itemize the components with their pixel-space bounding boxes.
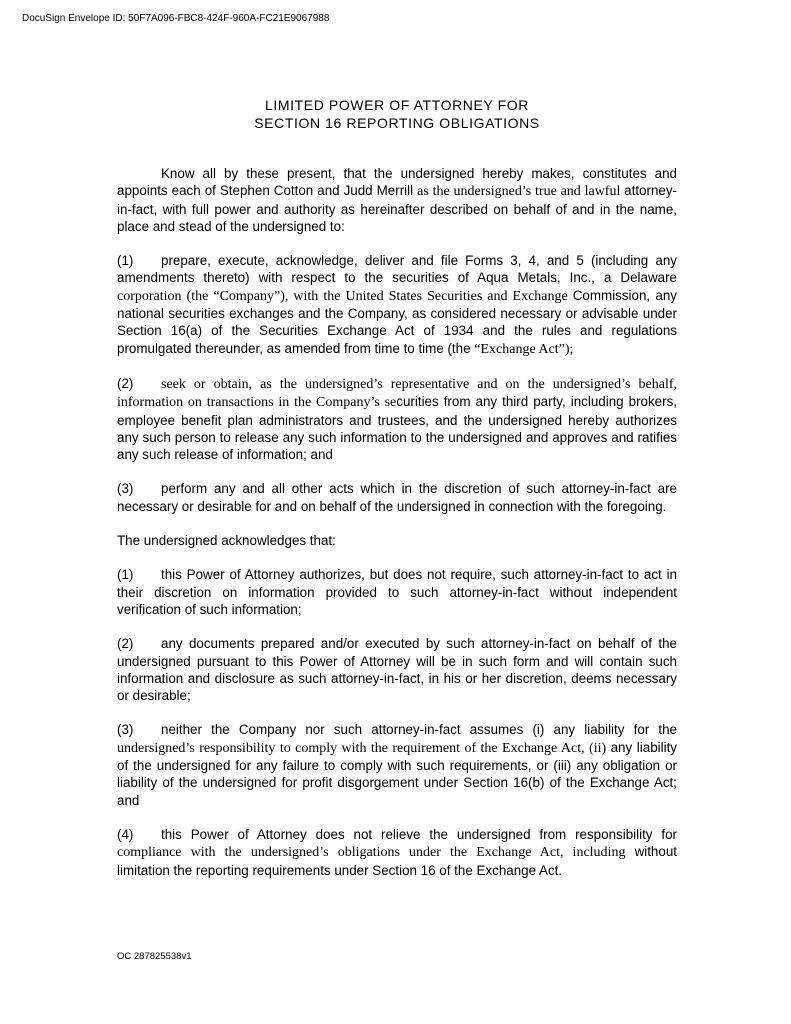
numbered-paragraph xyxy=(117,375,677,463)
numbered-paragraph xyxy=(117,826,677,879)
text-run: corporation (the “Company”), with the United States Securities and Exchange xyxy=(117,288,573,304)
text-run: perform any and all other acts which in the discretion of such attorney-in-fact are necessary or desirable for and on behalf of the undersigned in connection with the foregoing. xyxy=(117,481,677,514)
paragraph-number: (4) xyxy=(117,826,134,842)
numbered-paragraph xyxy=(117,480,677,515)
text-run: prepare, execute, acknowledge, deliver and file Forms 3, 4, and 5 (including any amendments thereto) with respect to the securities of Aqua Metals, Inc., a Delaware xyxy=(117,253,677,286)
text-run: undersigned’s responsibility to comply with the requirement of the Exchange Act, (ii) xyxy=(117,740,611,756)
paragraph-number: (3) xyxy=(117,481,134,497)
numbered-paragraph xyxy=(117,721,677,808)
numbered-paragraph xyxy=(117,252,677,358)
document-title-line2: SECTION 16 REPORTING OBLIGATIONS xyxy=(254,115,540,131)
text-run: this Power of Attorney does not relieve the undersigned from responsibility for xyxy=(161,826,677,842)
document-title-line1: LIMITED POWER OF ATTORNEY FOR xyxy=(265,97,529,113)
text-run: curities from any third party, including brokers, employee benefit plan administrators and trustees, and the undersigned hereby authorizes any such person to release any such information to the undersigned and approves and ratifies any such release of information; and xyxy=(117,394,677,463)
paragraph-number: (2) xyxy=(117,636,134,652)
text-run: compliance with the undersigned’s obligations under the Exchange Act, including xyxy=(117,845,635,861)
numbered-paragraph xyxy=(117,566,677,618)
text-run: any documents prepared and/or executed by such attorney-in-fact on behalf of the undersigned pursuant to this Power of Attorney will be in such form and will contain such information and disclosure as such attorney-in-fact, in his or her discretion, deems necessary or desirable; xyxy=(117,636,677,704)
text-run: attorney-in-fact, with full power and authority as hereinafter described on behalf of and in the name, place and stead of the undersigned to: xyxy=(117,183,677,234)
text-run: “Exchange Act”); xyxy=(474,341,574,357)
paragraph xyxy=(117,532,677,549)
paragraph-number: (1) xyxy=(117,253,134,269)
document-paragraphs xyxy=(117,165,677,879)
text-run: without limitation the reporting requirements under Section 16 of the Exchange Act. xyxy=(117,844,677,878)
document-footer-id: OC 287825538v1 xyxy=(117,951,192,962)
docusign-envelope-id: DocuSign Envelope ID: 50F7A096-FBC8-424F-960A-FC21E9067988 xyxy=(22,13,330,24)
text-run: seek or obtain, as the undersigned’s representative and on the undersigned’s behalf, information on transactions in the Company’s se xyxy=(117,376,677,411)
text-run: any liability of the undersigned for any failure to comply with such requirements, or (iii) any obligation or liability of the undersigned for profit disgorgement under Section 16(b) of the Exchange Act; and xyxy=(117,739,677,808)
document-body xyxy=(117,96,677,896)
text-run: Know all by these present, that the undersigned hereby makes, constitutes and appoints each of Stephen Cotton and Judd Merrill xyxy=(117,166,677,199)
text-run: this Power of Attorney authorizes, but does not require, such attorney-in-fact to act in their discretion on information provided to such attorney-in-fact without independent verification of such information; xyxy=(117,567,677,617)
text-run: Commission, any national securities exchanges and the Company, as considered necessary or advisable under Section 16(a) of the Securities Exchange Act of 1934 and the rules and regulations promulgated thereunder, as amended from time to time (the xyxy=(117,287,677,356)
paragraph-number: (2) xyxy=(117,375,134,391)
text-run: The undersigned acknowledges that: xyxy=(117,533,336,549)
text-run: neither the Company nor such attorney-in-fact assumes (i) any liability for the xyxy=(161,722,677,738)
document-title xyxy=(117,96,677,132)
paragraph-number: (1) xyxy=(117,567,134,583)
paragraph xyxy=(117,165,677,235)
text-run: as the undersigned’s true and lawful xyxy=(417,184,625,200)
numbered-paragraph xyxy=(117,635,677,704)
paragraph-number: (3) xyxy=(117,722,134,738)
